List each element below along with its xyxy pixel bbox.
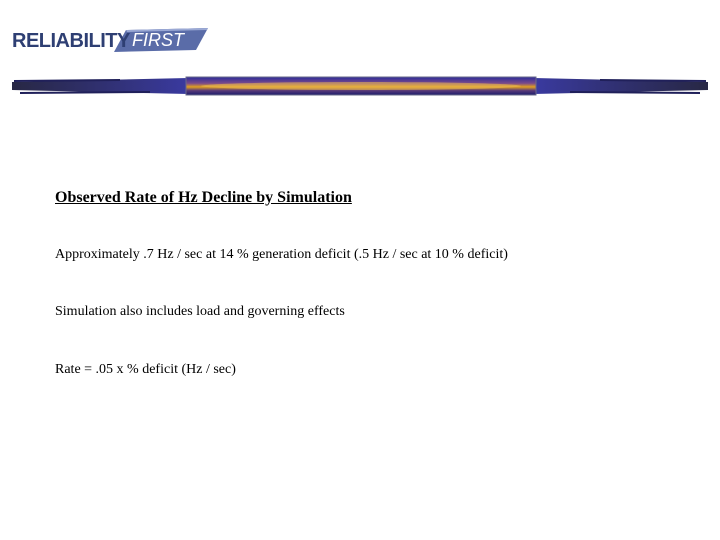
reliability-first-logo xyxy=(8,22,218,62)
logo-text-main: RELIABILITY xyxy=(12,30,130,52)
content-line-1: Approximately .7 Hz / sec at 14 % generation deficit (.5 Hz / sec at 10 % deficit) xyxy=(55,247,508,262)
slide-title: Observed Rate of Hz Decline by Simulation xyxy=(55,189,352,206)
logo-text-accent: FIRST xyxy=(132,30,184,50)
content-line-2: Simulation also includes load and governing effects xyxy=(55,304,345,319)
content-line-3: Rate = .05 x % deficit (Hz / sec) xyxy=(55,362,236,377)
header-decorative-bar xyxy=(0,70,720,102)
